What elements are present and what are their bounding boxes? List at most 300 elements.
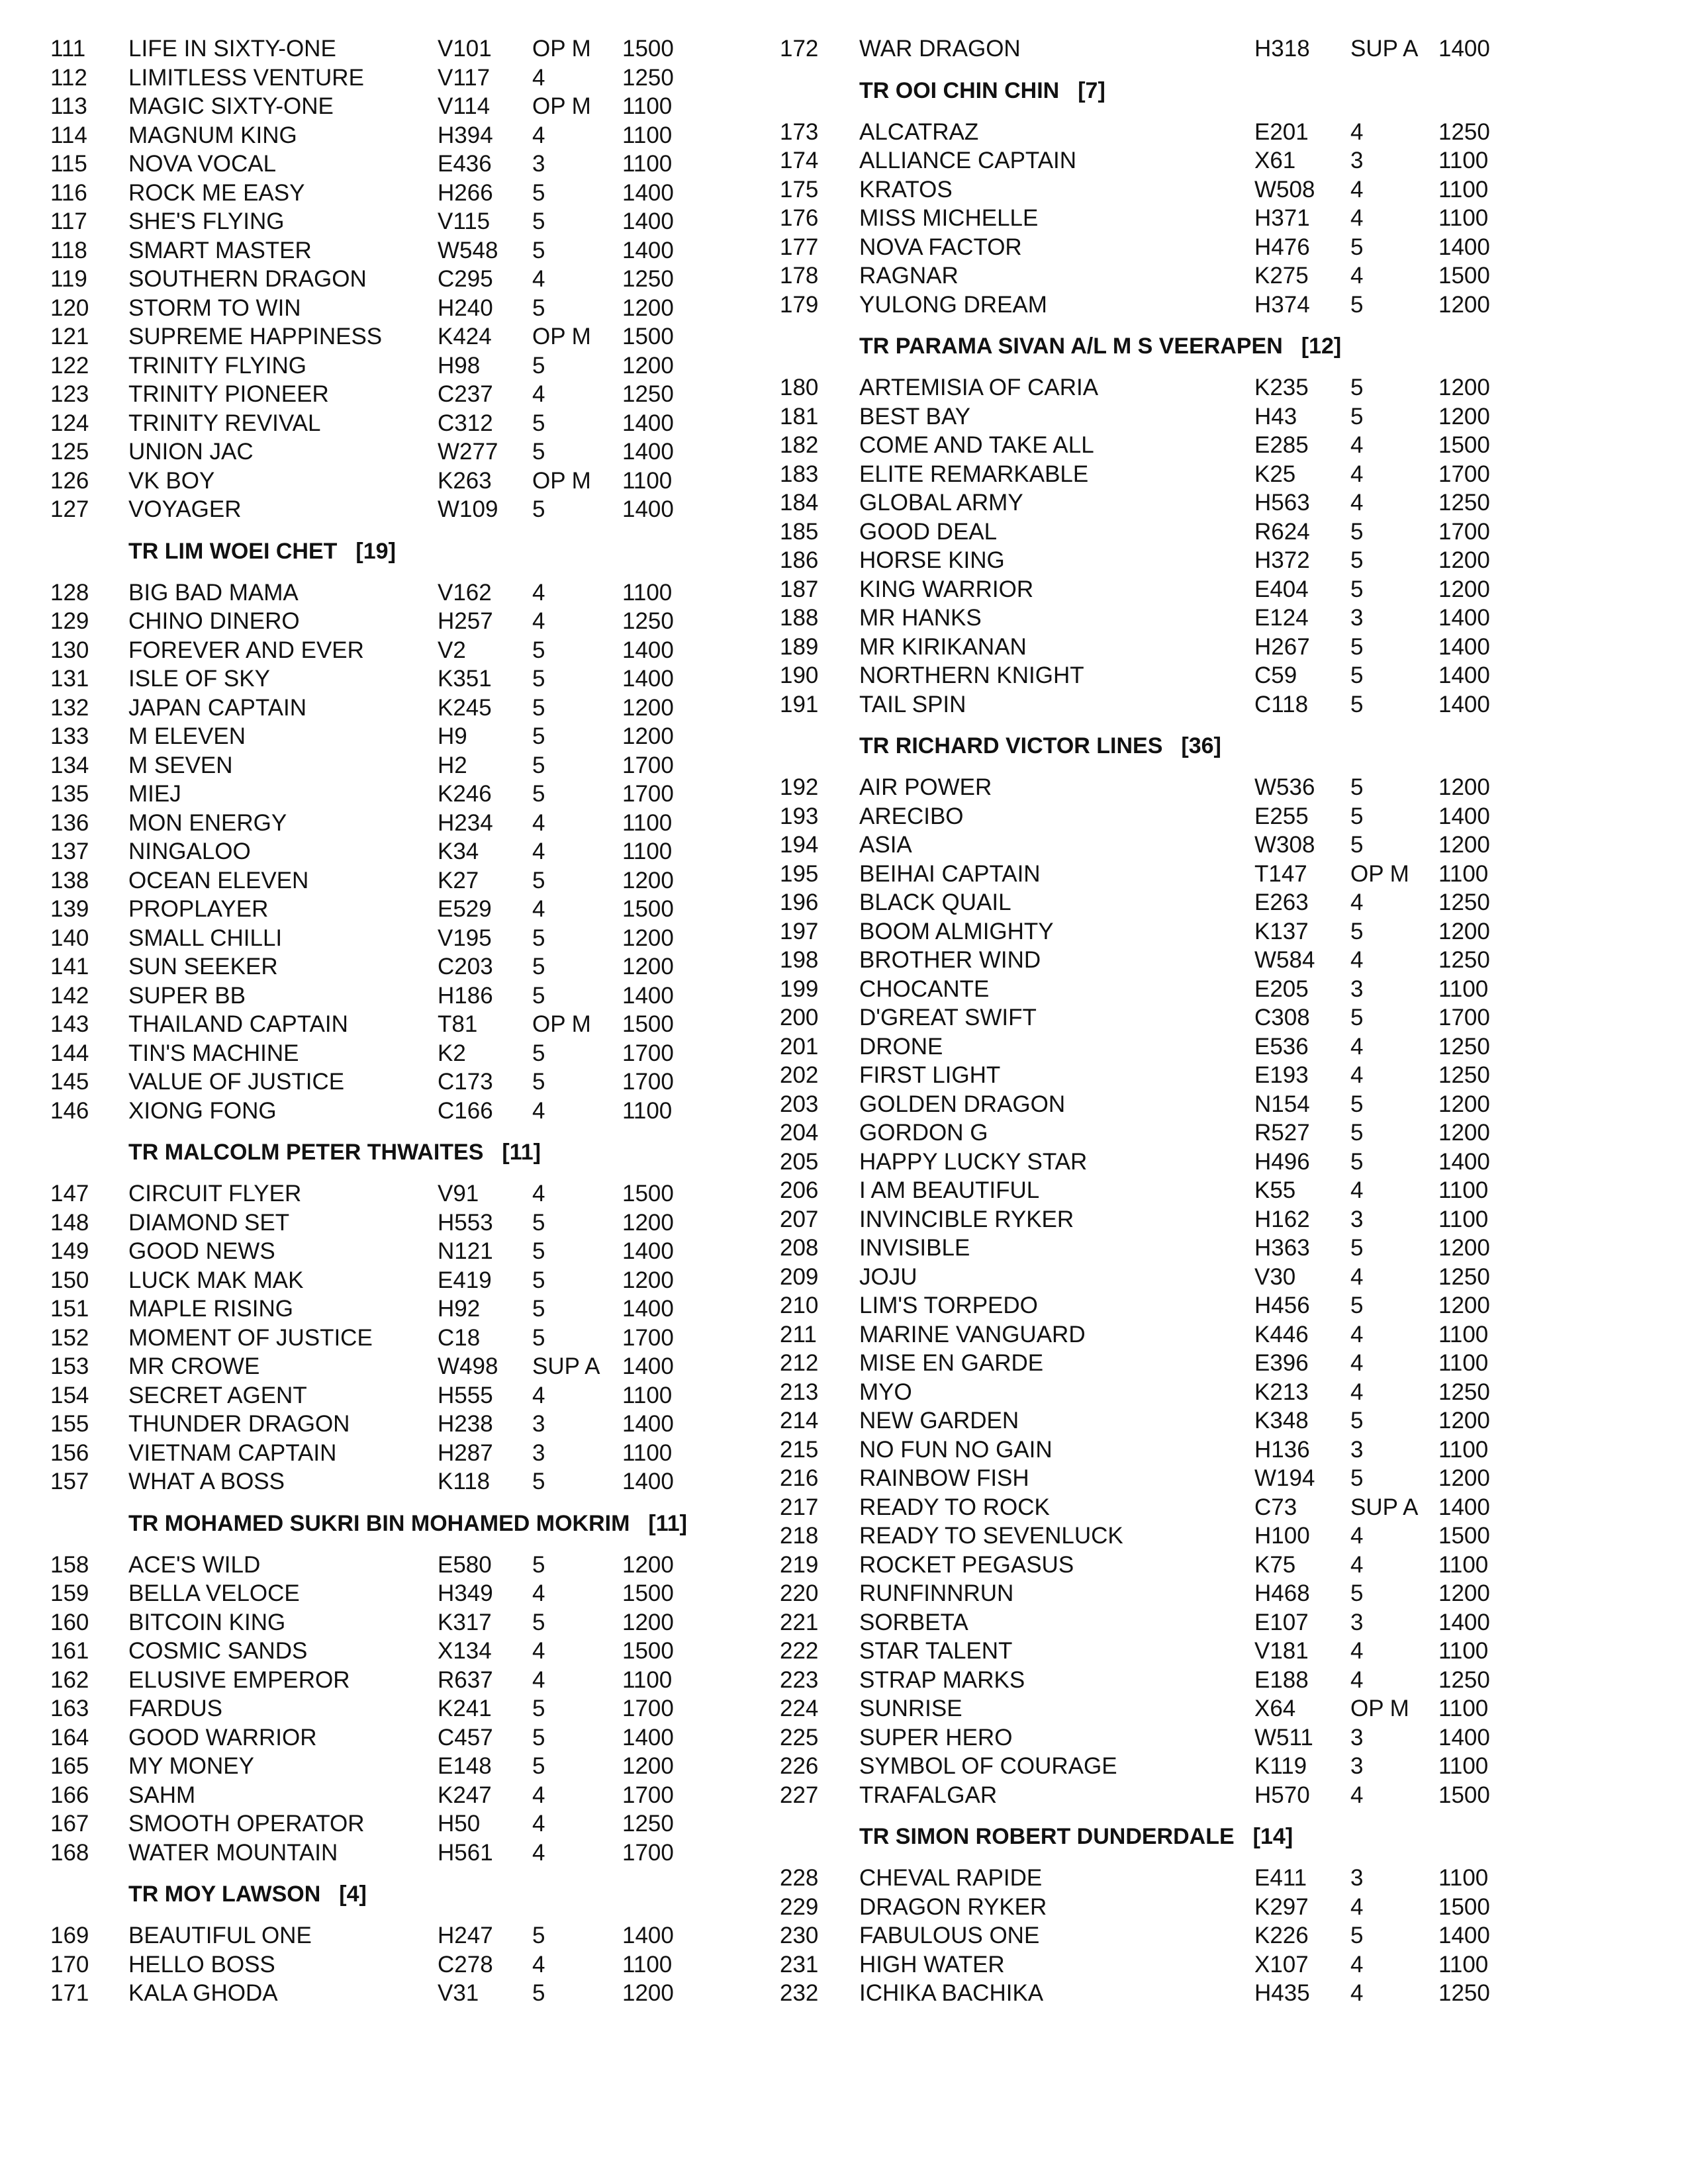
horse-name: HAPPY LUCKY STAR bbox=[859, 1148, 1088, 1175]
horse-distance: 1100 bbox=[622, 1951, 673, 1978]
horse-distance: 1700 bbox=[1438, 461, 1490, 487]
horse-code: H257 bbox=[438, 608, 493, 634]
horse-row bbox=[780, 690, 1508, 719]
horse-code: H9 bbox=[438, 723, 467, 749]
horse-code: E411 bbox=[1254, 1865, 1307, 1891]
horse-rating: 4 bbox=[1350, 1321, 1364, 1347]
horse-rating: 5 bbox=[532, 1724, 545, 1751]
horse-distance: 1700 bbox=[622, 1839, 674, 1866]
horse-name: TAIL SPIN bbox=[859, 691, 966, 717]
horse-number: 162 bbox=[50, 1666, 89, 1693]
horse-name: LIFE IN SIXTY-ONE bbox=[128, 36, 336, 62]
horse-row bbox=[50, 1608, 726, 1637]
horse-distance: 1400 bbox=[622, 179, 674, 206]
horse-distance: 1200 bbox=[1438, 1465, 1490, 1491]
horse-name: M ELEVEN bbox=[128, 723, 246, 749]
horse-distance: 1200 bbox=[1438, 832, 1490, 858]
horse-row bbox=[780, 1148, 1508, 1177]
horse-code: W584 bbox=[1254, 947, 1315, 973]
horse-count: [11] bbox=[502, 1140, 541, 1165]
horse-rating: 4 bbox=[1350, 1980, 1364, 2006]
horse-number: 122 bbox=[50, 352, 89, 379]
horse-code: K235 bbox=[1254, 375, 1309, 400]
horse-name: MAGNUM KING bbox=[128, 122, 297, 148]
horse-code: X134 bbox=[438, 1638, 492, 1664]
horse-row bbox=[780, 1320, 1508, 1349]
horse-code: H92 bbox=[438, 1296, 481, 1322]
horse-rating: 5 bbox=[1350, 1235, 1364, 1261]
horse-row bbox=[780, 1950, 1508, 1979]
horse-row bbox=[50, 236, 726, 265]
trainer-heading bbox=[50, 1496, 726, 1551]
horse-distance: 1200 bbox=[622, 723, 674, 749]
horse-distance: 1200 bbox=[622, 694, 674, 721]
horse-code: C173 bbox=[438, 1069, 493, 1095]
left-column bbox=[50, 34, 726, 2008]
horse-row bbox=[780, 1723, 1508, 1752]
horse-distance: 1100 bbox=[622, 1666, 673, 1693]
horse-row bbox=[50, 751, 726, 780]
horse-rating: 5 bbox=[532, 1324, 545, 1351]
horse-name: ACE'S WILD bbox=[128, 1551, 261, 1578]
horse-name: READY TO SEVENLUCK bbox=[859, 1523, 1123, 1549]
horse-rating: OP M bbox=[532, 467, 591, 494]
horse-name: VK BOY bbox=[128, 467, 215, 494]
horse-rating: 3 bbox=[532, 1411, 545, 1437]
horse-code: X61 bbox=[1254, 148, 1296, 173]
horse-row bbox=[50, 1266, 726, 1295]
horse-number: 165 bbox=[50, 1753, 89, 1779]
horse-name: STORM TO WIN bbox=[128, 295, 301, 321]
horse-name: NORTHERN KNIGHT bbox=[859, 662, 1084, 688]
horse-row bbox=[50, 924, 726, 953]
horse-distance: 1500 bbox=[1438, 432, 1490, 458]
trainer-name: TR MOHAMED SUKRI BIN MOHAMED MOKRIM bbox=[128, 1510, 630, 1536]
horse-distance: 1100 bbox=[622, 1382, 673, 1408]
horse-number: 191 bbox=[780, 691, 819, 717]
horse-rating: 4 bbox=[532, 1097, 545, 1124]
horse-code: E404 bbox=[1254, 576, 1309, 602]
horse-row bbox=[50, 1666, 726, 1695]
horse-distance: 1100 bbox=[1438, 1865, 1489, 1891]
horse-code: H240 bbox=[438, 295, 493, 321]
horse-code: W498 bbox=[438, 1353, 498, 1379]
horse-number: 161 bbox=[50, 1638, 89, 1664]
horse-code: E124 bbox=[1254, 605, 1309, 631]
horse-number: 153 bbox=[50, 1353, 89, 1379]
horse-distance: 1250 bbox=[1438, 1666, 1490, 1693]
horse-name: SUPER BB bbox=[128, 982, 246, 1009]
horse-row bbox=[780, 1464, 1508, 1493]
horse-row bbox=[780, 1234, 1508, 1263]
horse-name: SUPER HERO bbox=[859, 1724, 1013, 1751]
horse-row bbox=[50, 1694, 726, 1723]
horse-number: 177 bbox=[780, 234, 819, 260]
horse-number: 138 bbox=[50, 867, 89, 893]
horse-code: C278 bbox=[438, 1951, 493, 1978]
horse-number: 196 bbox=[780, 889, 819, 915]
horse-number: 154 bbox=[50, 1382, 89, 1408]
horse-code: E255 bbox=[1254, 803, 1309, 829]
horse-rating: 4 bbox=[532, 1638, 545, 1664]
horse-name: AIR POWER bbox=[859, 774, 992, 800]
horse-rating: 5 bbox=[532, 1923, 545, 1948]
horse-distance: 1700 bbox=[622, 1040, 674, 1066]
horse-code: E205 bbox=[1254, 976, 1309, 1002]
horse-code: H372 bbox=[1254, 547, 1310, 573]
horse-number: 170 bbox=[50, 1951, 89, 1978]
horse-number: 172 bbox=[780, 36, 819, 62]
horse-rating: 4 bbox=[532, 896, 545, 922]
horse-code: K446 bbox=[1254, 1321, 1309, 1347]
horse-rating: OP M bbox=[532, 36, 591, 62]
horse-rating: 4 bbox=[1350, 1263, 1364, 1290]
horse-rating: 4 bbox=[1350, 490, 1364, 516]
trainer-heading bbox=[780, 719, 1508, 773]
horse-distance: 1100 bbox=[1438, 1551, 1489, 1578]
horse-name: GORDON G bbox=[859, 1120, 988, 1146]
horse-row bbox=[780, 1579, 1508, 1608]
horse-distance: 1400 bbox=[622, 439, 674, 465]
horse-distance: 1100 bbox=[1438, 148, 1489, 173]
trainer-name: TR MOY LAWSON bbox=[128, 1882, 321, 1907]
horse-rating: 3 bbox=[1350, 1206, 1364, 1232]
horse-count: [14] bbox=[1252, 1824, 1293, 1849]
horse-distance: 1200 bbox=[1438, 403, 1490, 430]
horse-row bbox=[50, 578, 726, 608]
horse-distance: 1200 bbox=[622, 1209, 674, 1236]
horse-number: 198 bbox=[780, 947, 819, 973]
horse-row bbox=[780, 1349, 1508, 1378]
horse-row bbox=[50, 1979, 726, 2008]
horse-number: 127 bbox=[50, 496, 89, 522]
horse-row bbox=[780, 1893, 1508, 1922]
horse-rating: 3 bbox=[1350, 1753, 1364, 1779]
horse-code: H100 bbox=[1254, 1523, 1310, 1549]
horse-name: ALCATRAZ bbox=[859, 118, 979, 145]
horse-rating: 5 bbox=[1350, 576, 1364, 602]
horse-number: 217 bbox=[780, 1494, 819, 1520]
horse-number: 163 bbox=[50, 1696, 89, 1721]
horse-rating: 4 bbox=[532, 1580, 545, 1606]
horse-number: 178 bbox=[780, 263, 819, 289]
horse-distance: 1500 bbox=[622, 1580, 674, 1606]
horse-rating: 4 bbox=[1350, 1893, 1364, 1920]
horse-name: ARECIBO bbox=[859, 803, 964, 829]
horse-number: 146 bbox=[50, 1097, 89, 1124]
horse-name: GLOBAL ARMY bbox=[859, 490, 1023, 516]
horse-row bbox=[780, 1921, 1508, 1950]
horse-code: K27 bbox=[438, 867, 479, 893]
horse-name: MISE EN GARDE bbox=[859, 1350, 1044, 1376]
horse-row bbox=[780, 233, 1508, 262]
horse-distance: 1500 bbox=[622, 1181, 674, 1206]
horse-row bbox=[50, 1467, 726, 1496]
horse-name: HORSE KING bbox=[859, 547, 1005, 573]
horse-row bbox=[780, 661, 1508, 690]
horse-distance: 1100 bbox=[1438, 976, 1489, 1002]
horse-rating: 3 bbox=[1350, 605, 1364, 631]
horse-distance: 1400 bbox=[1438, 1923, 1490, 1948]
horse-name: NEW GARDEN bbox=[859, 1408, 1019, 1433]
horse-name: SORBETA bbox=[859, 1609, 968, 1635]
horse-distance: 1200 bbox=[622, 925, 674, 951]
horse-number: 134 bbox=[50, 752, 89, 778]
horse-row bbox=[50, 722, 726, 751]
horse-rating: 4 bbox=[1350, 118, 1364, 145]
horse-row bbox=[50, 467, 726, 496]
horse-code: C203 bbox=[438, 954, 493, 979]
horse-row bbox=[780, 1493, 1508, 1522]
horse-row bbox=[50, 34, 726, 64]
horse-row bbox=[50, 1295, 726, 1324]
horse-rating: 4 bbox=[532, 381, 545, 407]
trainer-heading bbox=[780, 1809, 1508, 1864]
horse-distance: 1700 bbox=[622, 1782, 674, 1808]
horse-code: E193 bbox=[1254, 1062, 1309, 1088]
right-column bbox=[780, 34, 1508, 2008]
horse-rating: 5 bbox=[1350, 291, 1364, 318]
horse-number: 175 bbox=[780, 176, 819, 203]
horse-rating: 5 bbox=[532, 410, 545, 436]
horse-number: 195 bbox=[780, 860, 819, 887]
horse-name: KALA GHODA bbox=[128, 1980, 278, 2006]
horse-name: FIRST LIGHT bbox=[859, 1062, 1001, 1088]
horse-rating: 5 bbox=[532, 1209, 545, 1236]
horse-code: K119 bbox=[1254, 1753, 1307, 1779]
horse-rating: 5 bbox=[532, 752, 545, 778]
horse-rating: 5 bbox=[532, 496, 545, 522]
horse-name: BEAUTIFUL ONE bbox=[128, 1923, 312, 1948]
horse-number: 140 bbox=[50, 925, 89, 951]
horse-code: V30 bbox=[1254, 1263, 1296, 1290]
horse-row bbox=[780, 1378, 1508, 1407]
horse-number: 189 bbox=[780, 633, 819, 660]
horse-rating: 5 bbox=[1350, 1293, 1364, 1318]
horse-name: SUPREME HAPPINESS bbox=[128, 324, 383, 349]
horse-row bbox=[50, 351, 726, 381]
horse-code: V162 bbox=[438, 579, 492, 606]
horse-code: V101 bbox=[438, 36, 492, 62]
horse-code: K348 bbox=[1254, 1408, 1309, 1433]
horse-name: MOMENT OF JUSTICE bbox=[128, 1324, 373, 1351]
horse-distance: 1200 bbox=[1438, 1091, 1490, 1117]
horse-code: K75 bbox=[1254, 1551, 1296, 1578]
horse-code: H136 bbox=[1254, 1436, 1310, 1463]
horse-distance: 1700 bbox=[1438, 518, 1490, 545]
horse-distance: 1250 bbox=[1438, 1263, 1490, 1290]
horse-number: 129 bbox=[50, 608, 89, 634]
horse-row bbox=[50, 607, 726, 636]
horse-row bbox=[780, 860, 1508, 889]
horse-distance: 1200 bbox=[622, 295, 674, 321]
horse-code: C118 bbox=[1254, 691, 1309, 717]
horse-number: 205 bbox=[780, 1148, 819, 1175]
horse-distance: 1200 bbox=[1438, 547, 1490, 573]
horse-row bbox=[780, 802, 1508, 831]
horse-distance: 1400 bbox=[1438, 234, 1490, 260]
horse-row bbox=[50, 981, 726, 1011]
horse-distance: 1250 bbox=[1438, 118, 1490, 145]
horse-code: H50 bbox=[438, 1811, 481, 1837]
horse-number: 226 bbox=[780, 1753, 819, 1779]
horse-code: K137 bbox=[1254, 918, 1309, 944]
horse-number: 148 bbox=[50, 1209, 89, 1236]
horse-name: BLACK QUAIL bbox=[859, 889, 1011, 915]
horse-code: E436 bbox=[438, 151, 492, 177]
horse-number: 210 bbox=[780, 1293, 819, 1318]
horse-code: C308 bbox=[1254, 1005, 1310, 1030]
horse-code: H2 bbox=[438, 752, 467, 778]
horse-rating: 4 bbox=[1350, 1350, 1364, 1376]
horse-name: BITCOIN KING bbox=[128, 1609, 286, 1635]
horse-rating: 4 bbox=[532, 1382, 545, 1408]
horse-number: 142 bbox=[50, 982, 89, 1009]
horse-row bbox=[780, 1435, 1508, 1465]
horse-distance: 1200 bbox=[622, 1980, 674, 2006]
horse-code: V181 bbox=[1254, 1638, 1309, 1664]
horse-rating: 4 bbox=[1350, 263, 1364, 289]
horse-number: 152 bbox=[50, 1324, 89, 1351]
horse-distance: 1700 bbox=[622, 752, 674, 778]
horse-name: THUNDER DRAGON bbox=[128, 1411, 350, 1437]
horse-number: 144 bbox=[50, 1040, 89, 1066]
horse-distance: 1400 bbox=[1438, 691, 1490, 717]
horse-row bbox=[780, 1032, 1508, 1062]
horse-rating: OP M bbox=[532, 1011, 591, 1037]
horse-name: NINGALOO bbox=[128, 839, 251, 864]
horse-row bbox=[50, 92, 726, 121]
horse-name: MYO bbox=[859, 1379, 912, 1405]
horse-code: H496 bbox=[1254, 1148, 1310, 1175]
horse-rating: 3 bbox=[1350, 976, 1364, 1002]
horse-code: W548 bbox=[438, 237, 498, 263]
horse-number: 112 bbox=[50, 64, 87, 91]
horse-code: H363 bbox=[1254, 1235, 1310, 1261]
horse-row bbox=[50, 895, 726, 924]
horse-name: SMOOTH OPERATOR bbox=[128, 1811, 365, 1837]
horse-number: 229 bbox=[780, 1893, 819, 1920]
horse-rating: 4 bbox=[1350, 176, 1364, 203]
horse-name: MR CROWE bbox=[128, 1353, 260, 1379]
horse-code: W536 bbox=[1254, 774, 1315, 800]
horse-distance: 1100 bbox=[1438, 1206, 1489, 1232]
horse-code: E419 bbox=[438, 1267, 492, 1293]
horse-name: STAR TALENT bbox=[859, 1638, 1013, 1664]
horse-row bbox=[780, 261, 1508, 291]
horse-code: H318 bbox=[1254, 36, 1310, 62]
horse-rating: 4 bbox=[1350, 1062, 1364, 1088]
horse-distance: 1400 bbox=[1438, 36, 1490, 62]
horse-row bbox=[780, 1406, 1508, 1435]
horse-name: THAILAND CAPTAIN bbox=[128, 1011, 348, 1037]
horse-distance: 1100 bbox=[622, 1439, 673, 1466]
horse-row bbox=[780, 1003, 1508, 1032]
horse-distance: 1200 bbox=[1438, 1235, 1490, 1261]
horse-row bbox=[50, 1097, 726, 1126]
horse-code: H162 bbox=[1254, 1206, 1310, 1232]
horse-name: OCEAN ELEVEN bbox=[128, 867, 309, 893]
horse-row bbox=[780, 1205, 1508, 1234]
horse-distance: 1200 bbox=[1438, 1408, 1490, 1433]
horse-row bbox=[50, 437, 726, 467]
horse-row bbox=[50, 694, 726, 723]
horse-row bbox=[780, 1061, 1508, 1090]
horse-row bbox=[780, 518, 1508, 547]
horse-name: JAPAN CAPTAIN bbox=[128, 694, 307, 721]
horse-row bbox=[780, 204, 1508, 233]
horse-number: 206 bbox=[780, 1177, 819, 1203]
horse-name: ISLE OF SKY bbox=[128, 666, 270, 692]
horse-rating: 5 bbox=[532, 1696, 545, 1721]
horse-distance: 1100 bbox=[1438, 205, 1489, 231]
horse-distance: 1200 bbox=[1438, 1293, 1490, 1318]
horse-number: 158 bbox=[50, 1551, 89, 1578]
horse-rating: 4 bbox=[1350, 1033, 1364, 1060]
horse-rating: 5 bbox=[532, 954, 545, 979]
horse-rating: 5 bbox=[1350, 1408, 1364, 1433]
horse-code: E263 bbox=[1254, 889, 1309, 915]
horse-rating: 5 bbox=[1350, 662, 1364, 688]
horse-rating: 5 bbox=[1350, 691, 1364, 717]
horse-code: H266 bbox=[438, 179, 493, 206]
horse-rating: 4 bbox=[1350, 1551, 1364, 1578]
horse-code: H371 bbox=[1254, 205, 1310, 231]
horse-row bbox=[780, 1090, 1508, 1119]
horse-distance: 1400 bbox=[1438, 1724, 1490, 1751]
horse-row bbox=[50, 1410, 726, 1439]
horse-rating: 5 bbox=[532, 637, 545, 663]
horse-distance: 1100 bbox=[622, 467, 673, 494]
horse-row bbox=[50, 1352, 726, 1381]
horse-rating: 4 bbox=[1350, 1666, 1364, 1693]
trainer-heading bbox=[50, 524, 726, 578]
horse-number: 166 bbox=[50, 1782, 89, 1808]
horse-distance: 1700 bbox=[1438, 1005, 1490, 1030]
horse-number: 218 bbox=[780, 1523, 819, 1549]
horse-distance: 1400 bbox=[622, 982, 674, 1009]
horse-rating: 5 bbox=[532, 1238, 545, 1264]
horse-name: VALUE OF JUSTICE bbox=[128, 1069, 345, 1095]
horse-number: 167 bbox=[50, 1811, 89, 1837]
horse-number: 119 bbox=[50, 266, 87, 292]
horse-code: H476 bbox=[1254, 234, 1310, 260]
horse-code: W194 bbox=[1254, 1465, 1315, 1491]
horse-name: GOLDEN DRAGON bbox=[859, 1091, 1066, 1117]
horse-count: [7] bbox=[1078, 77, 1105, 103]
horse-code: E396 bbox=[1254, 1350, 1309, 1376]
horse-rating: 4 bbox=[532, 1181, 545, 1206]
horse-code: H186 bbox=[438, 982, 493, 1009]
horse-number: 149 bbox=[50, 1238, 89, 1264]
horse-number: 123 bbox=[50, 381, 89, 407]
horse-code: K245 bbox=[438, 694, 492, 721]
horse-code: T81 bbox=[438, 1011, 478, 1037]
horse-rating: SUP A bbox=[532, 1353, 600, 1379]
horse-rating: 4 bbox=[1350, 432, 1364, 458]
horse-rating: 5 bbox=[532, 439, 545, 465]
horse-name: LUCK MAK MAK bbox=[128, 1267, 304, 1293]
horse-rating: OP M bbox=[532, 93, 591, 119]
horse-code: W511 bbox=[1254, 1724, 1313, 1751]
horse-row bbox=[780, 402, 1508, 432]
horse-row bbox=[50, 952, 726, 981]
horse-name: VIETNAM CAPTAIN bbox=[128, 1439, 337, 1466]
horse-rating: 4 bbox=[532, 1666, 545, 1693]
horse-name: SMART MASTER bbox=[128, 237, 312, 263]
horse-name: INVISIBLE bbox=[859, 1235, 970, 1261]
horse-number: 179 bbox=[780, 291, 819, 318]
